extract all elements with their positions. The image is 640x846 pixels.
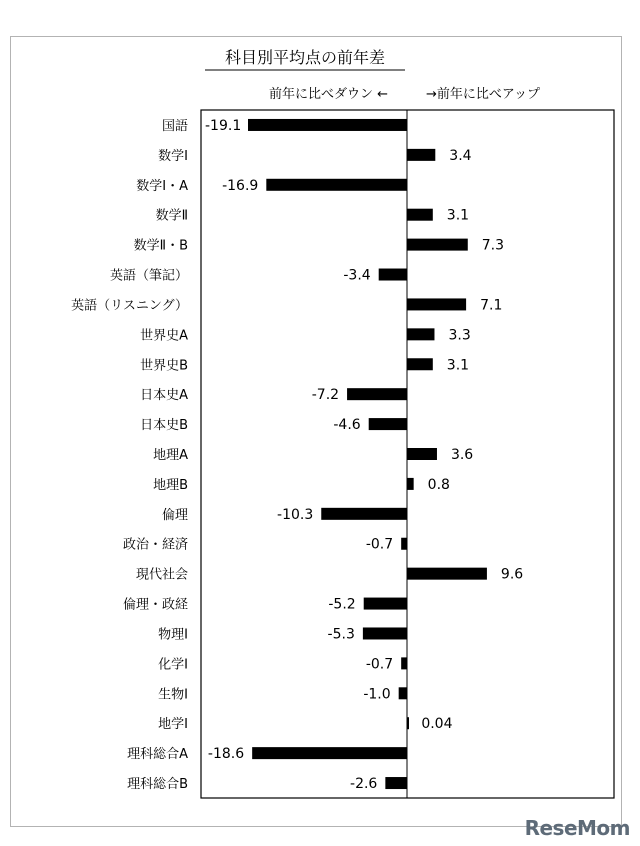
value-label: 3.4 [449, 147, 472, 164]
value-label: -10.3 [277, 506, 314, 523]
category-label: 日本史B [140, 418, 188, 434]
category-label: 政治・経済 [122, 537, 188, 553]
category-label: 倫理・政経 [122, 597, 188, 613]
bar [407, 298, 466, 310]
value-label: -1.0 [363, 686, 391, 703]
chart-title: 科目別平均点の前年差 [224, 48, 386, 67]
bar [407, 717, 409, 729]
value-label: 3.6 [450, 447, 474, 463]
watermark-logo: ReseMom [524, 816, 630, 840]
bar [401, 538, 407, 550]
bar [407, 328, 434, 340]
category-label: 地理B [153, 477, 188, 493]
value-label: -3.4 [343, 267, 371, 284]
bar [407, 209, 433, 221]
bar [248, 119, 407, 131]
category-label: 地学Ⅰ [158, 717, 188, 733]
value-label: 0.04 [421, 716, 453, 733]
bar [401, 657, 407, 669]
category-label: 地理A [153, 448, 188, 463]
value-label: -5.3 [327, 626, 355, 643]
category-label: 数学Ⅱ [155, 208, 188, 224]
category-label: 理科総合B [127, 777, 188, 793]
value-label: -16.9 [222, 177, 259, 194]
category-label: 世界史B [140, 358, 188, 374]
category-label: 物理Ⅰ [158, 627, 188, 643]
direction-label-left: 前年に比べダウン ← [268, 87, 388, 102]
value-label: -4.6 [333, 417, 361, 434]
bar [363, 627, 407, 639]
value-label: 7.1 [480, 297, 503, 314]
category-label: 英語（筆記） [109, 268, 188, 284]
value-label: 3.1 [446, 357, 470, 374]
bar [347, 388, 407, 400]
category-label: 国語 [161, 118, 188, 134]
value-label: 0.8 [427, 476, 450, 493]
direction-label-right: →前年に比べアップ [426, 87, 540, 102]
value-label: 3.1 [446, 207, 470, 224]
value-label: -18.6 [207, 746, 245, 763]
bar [385, 777, 407, 789]
bar [379, 269, 407, 281]
bar [252, 747, 407, 759]
bar [407, 239, 468, 251]
bar [407, 358, 433, 370]
bar [407, 478, 414, 490]
value-label: -19.1 [205, 117, 242, 134]
category-label: 倫理 [161, 507, 188, 523]
category-label: 数学Ⅱ・B [133, 238, 188, 254]
value-label: 9.6 [500, 566, 524, 583]
bar [407, 568, 487, 580]
category-label: 英語（リスニング） [71, 298, 188, 314]
category-label: 現代社会 [135, 567, 188, 583]
bar [407, 149, 435, 161]
category-label: 数学Ⅰ・A [136, 178, 188, 194]
category-label: 理科総合A [127, 747, 188, 763]
category-label: 化学Ⅰ [158, 657, 188, 673]
category-label: 世界史A [140, 328, 188, 344]
value-label: -7.2 [311, 387, 340, 404]
value-label: -5.2 [328, 596, 356, 613]
bar [369, 418, 407, 430]
bar [399, 687, 407, 699]
category-label: 数学Ⅰ [158, 148, 188, 164]
value-label: -2.6 [350, 776, 378, 793]
category-label: 日本史A [140, 388, 188, 404]
category-label: 生物Ⅰ [158, 687, 188, 703]
value-label: 3.3 [448, 327, 471, 344]
bar [364, 598, 407, 610]
value-label: -0.7 [365, 536, 394, 553]
bar [321, 508, 407, 520]
value-label: 7.3 [481, 237, 505, 254]
bar [266, 179, 407, 191]
value-label: -0.7 [365, 656, 394, 673]
bar [407, 448, 437, 460]
